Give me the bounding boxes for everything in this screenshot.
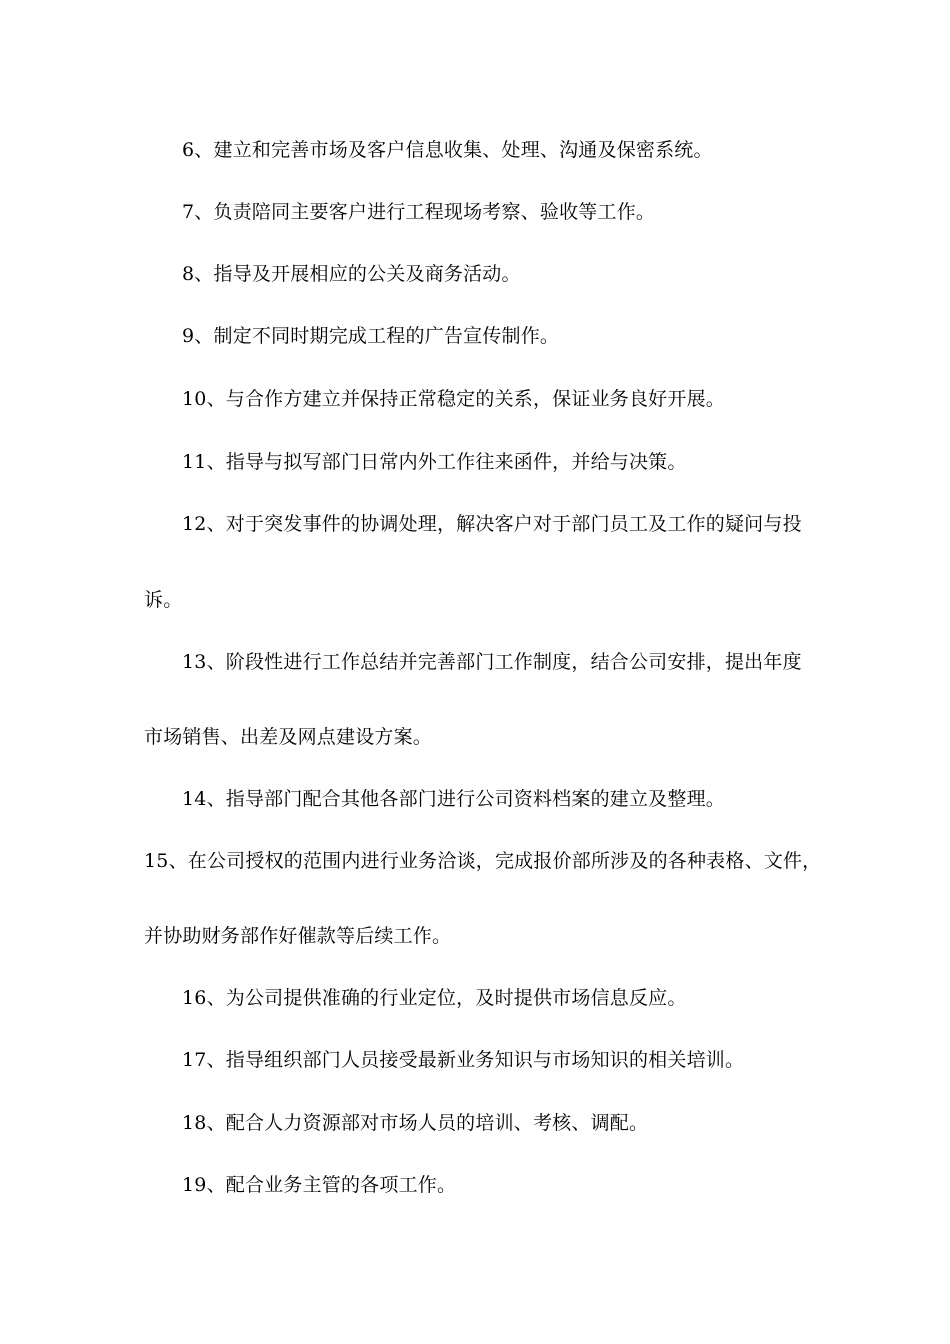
item-text: 指导组织部门人员接受最新业务知识与市场知识的相关培训。 — [225, 1049, 745, 1071]
item-separator: 、 — [206, 1112, 226, 1134]
list-item-15 — [144, 849, 821, 873]
item-text: 负责陪同主要客户进行工程现场考察、验收等工作。 — [213, 201, 656, 223]
list-item-13-continuation: 市场销售、出差及网点建设方案。 — [144, 726, 433, 748]
item-separator: 、 — [206, 451, 226, 473]
list-item-12-continuation: 诉。 — [144, 589, 183, 611]
item-text: 阶段性进行工作总结并完善部门工作制度，结合公司安排，提出年度 — [225, 651, 802, 673]
item-number: 14 — [182, 788, 207, 810]
item-text: 对于突发事件的协调处理，解决客户对于部门员工及工作的疑问与投 — [225, 513, 802, 535]
list-item-8 — [182, 262, 521, 286]
list-item-10 — [182, 387, 725, 411]
item-separator: 、 — [168, 850, 188, 872]
list-item-11 — [182, 450, 687, 474]
item-separator: 、 — [206, 1049, 226, 1071]
item-text: 指导及开展相应的公关及商务活动。 — [213, 263, 521, 285]
item-number: 6 — [182, 139, 195, 161]
item-number: 18 — [182, 1112, 207, 1134]
list-item-7 — [182, 200, 655, 224]
item-number: 12 — [182, 513, 207, 535]
item-number: 10 — [182, 388, 207, 410]
item-separator: 、 — [206, 788, 226, 810]
item-text: 与合作方建立并保持正常稳定的关系，保证业务良好开展。 — [225, 388, 725, 410]
item-separator: 、 — [206, 513, 226, 535]
list-item-15-continuation: 并协助财务部作好催款等后续工作。 — [144, 925, 452, 947]
list-item-13 — [182, 650, 802, 674]
list-item-17 — [182, 1048, 744, 1072]
item-separator: 、 — [206, 388, 226, 410]
item-text: 建立和完善市场及客户信息收集、处理、沟通及保密系统。 — [213, 139, 713, 161]
list-item-12 — [182, 512, 802, 536]
item-separator: 、 — [194, 201, 214, 223]
list-item-6 — [182, 138, 713, 162]
item-text: 配合人力资源部对市场人员的培训、考核、调配。 — [225, 1112, 649, 1134]
list-item-16 — [182, 986, 687, 1010]
item-number: 17 — [182, 1049, 207, 1071]
item-text: 配合业务主管的各项工作。 — [225, 1174, 457, 1196]
item-separator: 、 — [206, 1174, 226, 1196]
list-item-9 — [182, 324, 559, 348]
list-item-19 — [182, 1173, 456, 1197]
item-number: 11 — [182, 451, 207, 473]
item-number: 9 — [182, 325, 195, 347]
item-separator: 、 — [206, 987, 226, 1009]
item-number: 7 — [182, 201, 195, 223]
item-text: 指导与拟写部门日常内外工作往来函件，并给与决策。 — [225, 451, 687, 473]
list-item-14 — [182, 787, 725, 811]
list-item-18 — [182, 1111, 648, 1135]
item-separator: 、 — [194, 325, 214, 347]
item-number: 16 — [182, 987, 207, 1009]
item-number: 19 — [182, 1174, 207, 1196]
item-number: 13 — [182, 651, 207, 673]
item-text: 制定不同时期完成工程的广告宣传制作。 — [213, 325, 560, 347]
item-separator: 、 — [194, 139, 214, 161]
item-text: 在公司授权的范围内进行业务洽谈，完成报价部所涉及的各种表格、文件， — [187, 850, 822, 872]
item-number: 15 — [144, 850, 169, 872]
item-separator: 、 — [206, 651, 226, 673]
item-text: 指导部门配合其他各部门进行公司资料档案的建立及整理。 — [225, 788, 725, 810]
item-text: 为公司提供准确的行业定位，及时提供市场信息反应。 — [225, 987, 687, 1009]
item-number: 8 — [182, 263, 195, 285]
item-separator: 、 — [194, 263, 214, 285]
